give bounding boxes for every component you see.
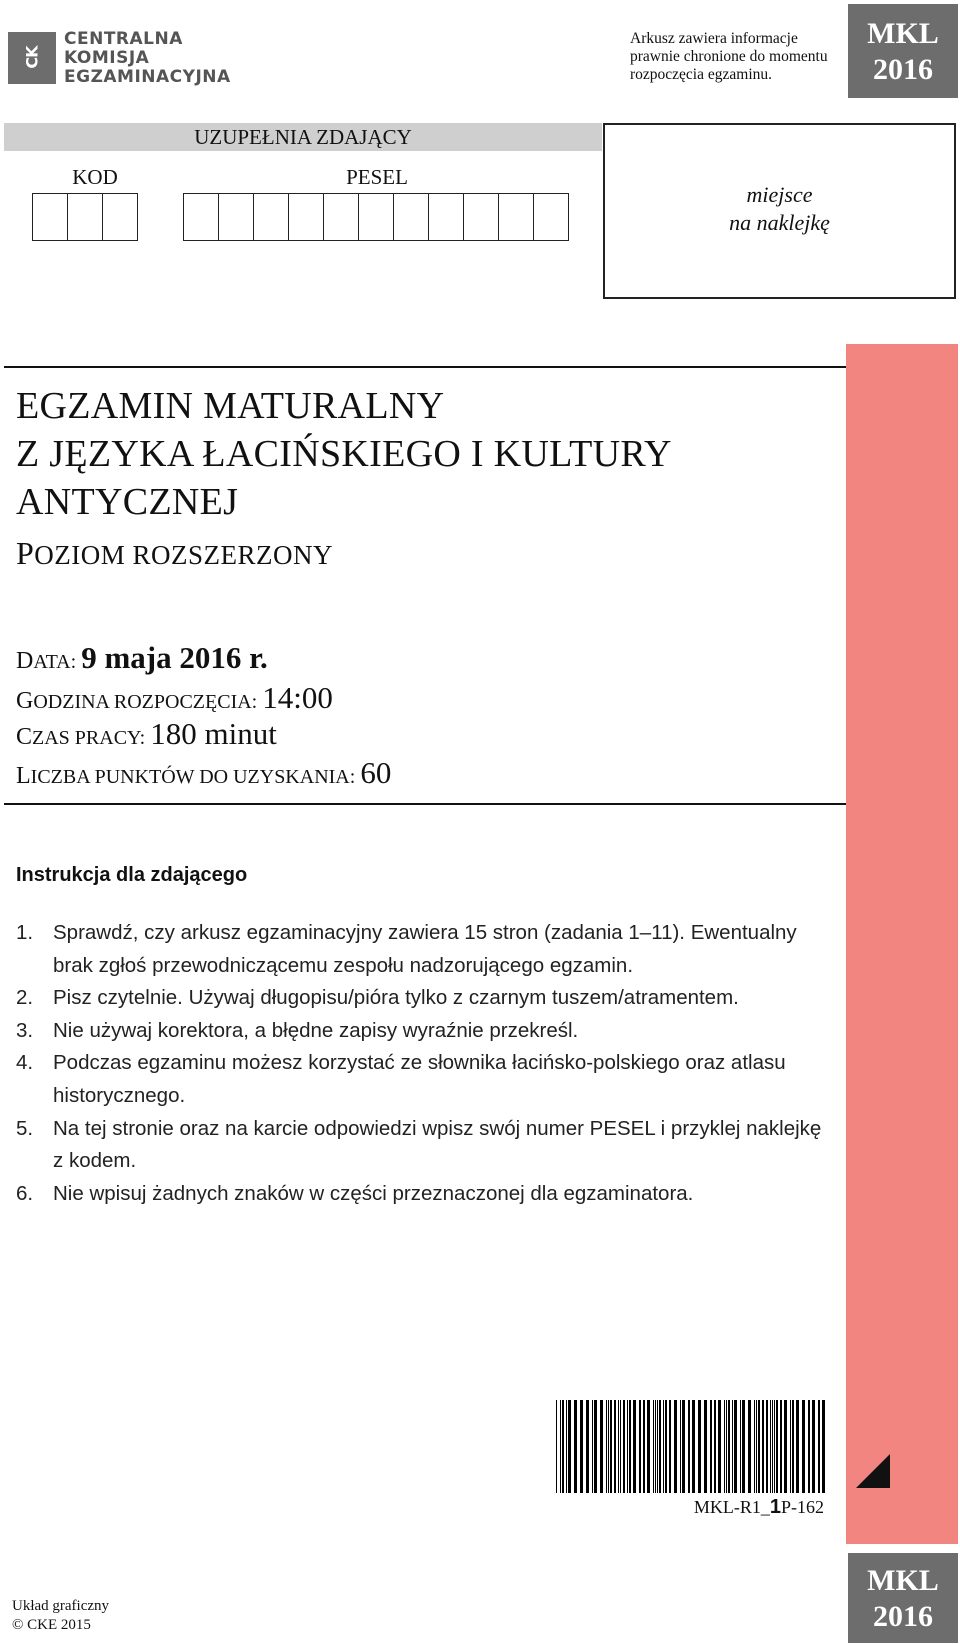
- barcode-bar: [574, 1400, 577, 1493]
- barcode-bar: [580, 1400, 583, 1493]
- barcode-bar: [772, 1400, 773, 1493]
- pesel-input-boxes[interactable]: [183, 193, 569, 241]
- points-label: ICZBA PUNKTÓW DO UZYSKANIA:: [30, 766, 356, 788]
- exam-code-badge-top: [848, 4, 958, 98]
- barcode-bar: [620, 1400, 621, 1493]
- barcode-bar: [665, 1400, 667, 1493]
- start-value: 14:00: [262, 680, 333, 715]
- barcode-bar: [562, 1400, 564, 1493]
- date-cap: D: [16, 648, 34, 674]
- kod-digit-box[interactable]: [33, 193, 68, 241]
- confidentiality-notice: [630, 30, 845, 84]
- kod-input-boxes[interactable]: [32, 193, 138, 241]
- instruction-text: Pisz czytelnie. Używaj długopisu/pióra tylko z czarnym tuszem/atramentem.: [53, 986, 739, 1010]
- barcode-bar: [698, 1400, 701, 1493]
- barcode-bar: [623, 1400, 625, 1493]
- footer-line-2: © CKE 2015: [12, 1617, 91, 1633]
- exam-start-time: [16, 680, 333, 716]
- barcode-bar: [568, 1400, 571, 1493]
- instruction-item: [16, 1113, 836, 1178]
- instruction-number: 5.: [16, 1116, 34, 1140]
- logo-mark: [8, 32, 56, 84]
- kod-digit-box[interactable]: [68, 193, 103, 241]
- logo-line-1: CENTRALNA: [64, 29, 183, 49]
- barcode-bar: [592, 1400, 593, 1493]
- exam-points: [16, 755, 391, 791]
- level-cap: P: [16, 535, 35, 571]
- barcode-bar: [762, 1400, 764, 1493]
- barcode-bar: [734, 1400, 737, 1493]
- instruction-text: Podczas egzaminu możesz korzystać ze słownika łacińsko-polskiego oraz atlasu historycznego.: [53, 1051, 786, 1107]
- barcode-bar: [680, 1400, 681, 1493]
- sticker-text: [605, 181, 954, 237]
- notice-line-3: rozpoczęcia egzaminu.: [630, 66, 772, 83]
- barcode-bar: [600, 1400, 603, 1493]
- instruction-item: [16, 1015, 836, 1048]
- date-label: ATA:: [33, 651, 77, 673]
- instruction-number: 2.: [16, 986, 34, 1010]
- barcode-bar: [608, 1400, 609, 1493]
- points-cap: L: [16, 763, 31, 789]
- instruction-item: [16, 1047, 836, 1112]
- footer-line-1: Układ graficzny: [12, 1598, 110, 1614]
- barcode-bar: [655, 1400, 656, 1493]
- instruction-number: 1.: [16, 921, 34, 944]
- accent-side-bar: [846, 344, 958, 1544]
- instruction-number: 4.: [16, 1051, 34, 1075]
- barcode-bar: [594, 1400, 597, 1493]
- badge-code-bottom: MKL: [867, 1564, 939, 1597]
- barcode-bar: [726, 1400, 727, 1493]
- barcode-text: [556, 1496, 824, 1519]
- instructions-list: [16, 917, 836, 1210]
- barcode-bar: [766, 1400, 768, 1493]
- logo-line-3: EGZAMINACYJNA: [64, 67, 231, 87]
- barcode-bar: [633, 1400, 636, 1493]
- barcode-bar: [688, 1400, 690, 1493]
- instruction-text: Nie używaj korektora, a błędne zapisy wyraźnie przekreśl.: [53, 1018, 579, 1042]
- barcode-bar: [776, 1400, 778, 1493]
- barcode-bar: [802, 1400, 805, 1493]
- barcode-bar: [566, 1400, 567, 1493]
- barcode-bar: [556, 1400, 557, 1493]
- barcode-bar: [718, 1400, 721, 1493]
- barcode-bar: [770, 1400, 771, 1493]
- barcode-bar: [822, 1400, 825, 1493]
- barcode-bar: [754, 1400, 755, 1493]
- exam-title: [16, 382, 836, 526]
- barcode-bar: [627, 1400, 628, 1493]
- barcode-bar: [808, 1400, 810, 1493]
- instruction-number: 3.: [16, 1018, 34, 1042]
- sticker-line-2: na naklejkę: [729, 210, 830, 235]
- barcode-bar: [728, 1400, 730, 1493]
- barcode-bar: [657, 1400, 658, 1493]
- sticker-placeholder: [603, 123, 956, 299]
- exam-date: [16, 640, 268, 676]
- barcode-bar: [669, 1400, 671, 1493]
- pesel-digit-box[interactable]: [429, 193, 464, 241]
- barcode-bar: [643, 1400, 645, 1493]
- instructions-heading: Instrukcja dla zdającego: [16, 864, 248, 886]
- barcode-bar: [756, 1400, 757, 1493]
- pesel-digit-box[interactable]: [254, 193, 289, 241]
- barcode-bar: [714, 1400, 716, 1493]
- barcode-bar: [774, 1400, 775, 1493]
- barcode-bar: [659, 1400, 661, 1493]
- barcode-bar: [742, 1400, 745, 1493]
- pesel-digit-box[interactable]: [359, 193, 394, 241]
- barcode-bar: [732, 1400, 733, 1493]
- instruction-item: [16, 1178, 836, 1211]
- points-value: 60: [360, 755, 392, 790]
- badge-year: 2016: [873, 53, 933, 86]
- duration-label: ZAS PRACY:: [32, 727, 146, 749]
- barcode-bar: [606, 1400, 607, 1493]
- title-line-1: EGZAMIN MATURALNY: [16, 385, 445, 427]
- barcode-bar: [682, 1400, 685, 1493]
- sticker-line-1: miejsce: [746, 182, 813, 207]
- badge-code: MKL: [867, 17, 939, 50]
- barcode-bar: [692, 1400, 695, 1493]
- duration-value: 180 minut: [150, 716, 277, 751]
- barcode-prefix: MKL-R1_: [693, 1497, 770, 1517]
- exam-level: [16, 535, 333, 572]
- instruction-number: 6.: [16, 1181, 34, 1205]
- pesel-digit-box[interactable]: [464, 193, 499, 241]
- level-rest: OZIOM ROZSZERZONY: [34, 540, 334, 570]
- barcode-bar: [639, 1400, 641, 1493]
- instruction-item: [16, 917, 836, 982]
- exam-duration: [16, 716, 277, 752]
- barcode-bar: [818, 1400, 820, 1493]
- date-value: 9 maja 2016 r.: [81, 640, 268, 675]
- barcode-bar: [710, 1400, 712, 1493]
- barcode-bar: [812, 1400, 815, 1493]
- barcode-bar: [792, 1400, 794, 1493]
- barcode-bar: [610, 1400, 612, 1493]
- barcode-bar: [790, 1400, 791, 1493]
- logo-wordmark: [64, 30, 231, 87]
- start-cap: G: [16, 688, 34, 714]
- pesel-digit-box[interactable]: [184, 193, 219, 241]
- start-label: ODZINA ROZPOCZĘCIA:: [33, 691, 258, 713]
- barcode-bold: 1: [769, 1496, 781, 1518]
- divider-top: [4, 366, 846, 368]
- pesel-digit-box[interactable]: [289, 193, 324, 241]
- notice-line-2: prawnie chronione do momentu: [630, 48, 828, 65]
- pesel-label: PESEL: [346, 165, 408, 189]
- footer-credit: [12, 1597, 109, 1635]
- cke-logo: [8, 30, 238, 86]
- duration-cap: C: [16, 724, 33, 750]
- barcode-bar: [784, 1400, 787, 1493]
- instruction-text: Na tej stronie oraz na karcie odpowiedzi wpisz swój numer PESEL i przyklej naklejkę z kodem.: [53, 1116, 822, 1173]
- barcode-bar: [618, 1400, 619, 1493]
- barcode-suffix: P-162: [780, 1497, 824, 1517]
- pesel-digit-box[interactable]: [394, 193, 429, 241]
- corner-triangle-icon: [856, 1454, 890, 1488]
- instruction-item: [16, 982, 836, 1015]
- pesel-digit-box[interactable]: [534, 193, 569, 241]
- candidate-fill-header: UZUPEŁNIA ZDAJĄCY: [4, 123, 602, 151]
- logo-line-2: KOMISJA: [64, 48, 150, 68]
- barcode-bar: [724, 1400, 725, 1493]
- pesel-digit-box[interactable]: [499, 193, 534, 241]
- barcode-bar: [663, 1400, 664, 1493]
- kod-digit-box[interactable]: [103, 193, 138, 241]
- barcode-bar: [560, 1400, 561, 1493]
- barcode-bar: [780, 1400, 782, 1493]
- logo-mark-text: CK: [22, 46, 42, 69]
- exam-code-badge-bottom: [848, 1553, 958, 1643]
- instruction-text: Nie wpisuj żadnych znaków w części przeznaczonej dla egzaminatora.: [53, 1181, 694, 1205]
- barcode-bar: [647, 1400, 650, 1493]
- barcode-bar: [674, 1400, 677, 1493]
- barcode-bar: [586, 1400, 589, 1493]
- barcode-bar: [704, 1400, 707, 1493]
- pesel-digit-box[interactable]: [324, 193, 359, 241]
- barcode-bar: [748, 1400, 751, 1493]
- title-line-2: Z JĘZYKA ŁACIŃSKIEGO I KULTURY: [16, 433, 672, 475]
- barcode-bar: [740, 1400, 741, 1493]
- barcode-image: [556, 1400, 826, 1493]
- instruction-text: Sprawdź, czy arkusz egzaminacyjny zawiera 15 stron (zadania 1–11). Ewentualny brak zgłoś przewodniczącemu zespołu nadzorującego egzamin.: [53, 921, 797, 977]
- divider-bottom: [4, 803, 846, 805]
- barcode-bar: [796, 1400, 799, 1493]
- barcode-bar: [629, 1400, 631, 1493]
- barcode-bar: [758, 1400, 760, 1493]
- notice-line-1: Arkusz zawiera informacje: [630, 30, 798, 47]
- badge-year-bottom: 2016: [873, 1600, 933, 1633]
- barcode-bar: [653, 1400, 654, 1493]
- kod-label: KOD: [72, 165, 118, 189]
- pesel-digit-box[interactable]: [219, 193, 254, 241]
- barcode-bar: [614, 1400, 616, 1493]
- title-line-3: ANTYCZNEJ: [16, 481, 239, 523]
